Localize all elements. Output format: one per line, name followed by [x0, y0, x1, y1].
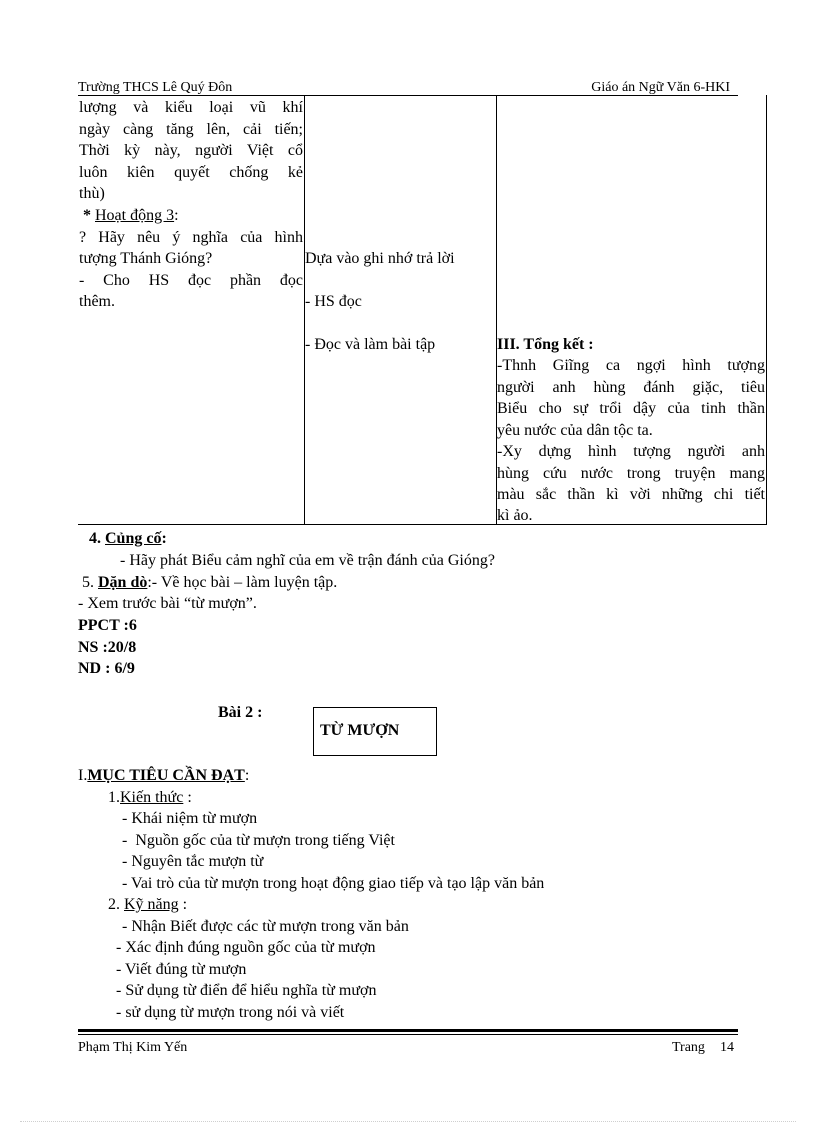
homework-line-2: - Xem trước bài “từ mượn”. — [78, 595, 257, 612]
lesson-title: TỪ MƯỢN — [320, 722, 400, 739]
header-rule — [78, 95, 738, 96]
table-col1-line: luôn kiên quyết chống kẻ — [79, 163, 303, 181]
skills-heading — [108, 894, 187, 916]
lesson-label: Bài 2 : — [218, 704, 263, 721]
consolidation-colon: : — [161, 530, 167, 547]
lesson-title-box — [313, 707, 437, 756]
activity-star: * — [83, 207, 91, 224]
knowledge-colon: : — [183, 789, 192, 806]
question-line: tượng Thánh Gióng? — [79, 250, 213, 267]
knowledge-number: 1. — [108, 789, 120, 806]
student-answer: Dựa vào ghi nhớ trả lời — [305, 250, 455, 267]
knowledge-heading — [108, 787, 192, 809]
student-read: - HS đọc — [305, 293, 362, 310]
objectives-heading — [78, 765, 249, 787]
header-school: Trường THCS Lê Quý Đôn — [78, 80, 233, 95]
summary-line: -Thnh Giĩng ca ngợi hình tượng — [497, 357, 765, 374]
consolidation-heading — [89, 528, 167, 550]
homework-number: 5. — [82, 574, 94, 591]
skills-colon: : — [178, 896, 188, 913]
summary-heading: III. Tổng kết : — [497, 336, 594, 353]
objectives-title: MỤC TIÊU CẦN ĐẠT — [87, 767, 245, 784]
skills-title: Kỹ năng — [124, 896, 179, 913]
knowledge-item: - Nguồn gốc của từ mượn trong tiếng Việt — [122, 832, 395, 849]
activity-colon: : — [174, 207, 179, 224]
table-col1-line: thù) — [79, 185, 105, 202]
summary-text — [497, 355, 765, 420]
objectives-colon: : — [244, 767, 250, 784]
summary-line: màu sắc thần kì vời những chi tiết — [497, 486, 765, 503]
homework-line — [82, 572, 337, 594]
ppct-code: PPCT :6 — [78, 617, 137, 634]
table-col1-line: ngày càng tăng lên, cải tiến; — [79, 120, 303, 138]
summary-line: yêu nước của dân tộc ta. — [497, 422, 653, 439]
question-line: - Cho HS đọc phần đọc — [79, 272, 303, 289]
ns-date: NS :20/8 — [78, 639, 137, 656]
footer-author: Phạm Thị Kim Yến — [78, 1040, 188, 1055]
homework-title: Dặn dò — [98, 574, 148, 591]
footer-page-number: 14 — [720, 1040, 734, 1055]
nd-date: ND : 6/9 — [78, 660, 135, 677]
summary-line: người anh hùng đánh giặc, tiêu — [497, 378, 765, 396]
summary-line: Biểu cho sự trổi dậy của tinh thần — [497, 400, 765, 417]
skills-item: - Xác định đúng nguồn gốc của từ mượn — [116, 939, 376, 956]
skills-number: 2. — [108, 896, 120, 913]
student-exercise: - Đọc và làm bài tập — [305, 336, 436, 353]
summary-line: kì ảo. — [497, 507, 533, 524]
consolidation-item: - Hãy phát Biểu cảm nghĩ của em về trận đánh của Gióng? — [120, 552, 495, 569]
skills-item: - Sử dụng từ điển để hiểu nghĩa từ mượn — [116, 982, 377, 999]
consolidation-number: 4. — [89, 530, 101, 547]
table-col1-question — [79, 227, 303, 249]
summary-line: hùng cứu nước trong truyện mang — [497, 464, 765, 482]
skills-item: - Nhận Biết được các từ mượn trong văn bản — [122, 918, 409, 935]
consolidation-title: Củng cố — [105, 530, 162, 547]
summary-line: -Xy dựng hình tượng người anh — [497, 443, 765, 460]
question-line: ? Hãy nêu ý nghĩa của hình — [79, 229, 303, 246]
objectives-roman: I. — [78, 767, 88, 784]
knowledge-item: - Khái niệm từ mượn — [122, 810, 258, 827]
table-col1-line: Thời kỳ này, người Việt cổ — [79, 142, 303, 159]
question-line: thêm. — [79, 293, 115, 310]
skills-item: - Viết đúng từ mượn — [116, 961, 247, 978]
page-bottom-edge — [20, 1121, 796, 1122]
activity-heading — [83, 205, 179, 227]
table-col1-continuation — [79, 97, 303, 183]
knowledge-item: - Nguyên tắc mượn từ — [122, 853, 264, 870]
table-col1-line: lượng và kiểu loại vũ khí — [79, 99, 303, 116]
knowledge-item: - Vai trò của từ mượn trong hoạt động giao tiếp và tạo lập văn bản — [122, 875, 545, 892]
skills-item: - sử dụng từ mượn trong nói và viết — [116, 1004, 345, 1021]
header-subject: Giáo án Ngữ Văn 6-HKI — [591, 80, 730, 95]
activity-label: Hoạt động 3 — [95, 207, 175, 224]
summary-text-2 — [497, 441, 765, 506]
homework-rest: :- Về học bài – làm luyện tập. — [147, 574, 338, 591]
knowledge-title: Kiến thức — [120, 789, 184, 806]
footer-page-label: Trang — [672, 1040, 705, 1055]
